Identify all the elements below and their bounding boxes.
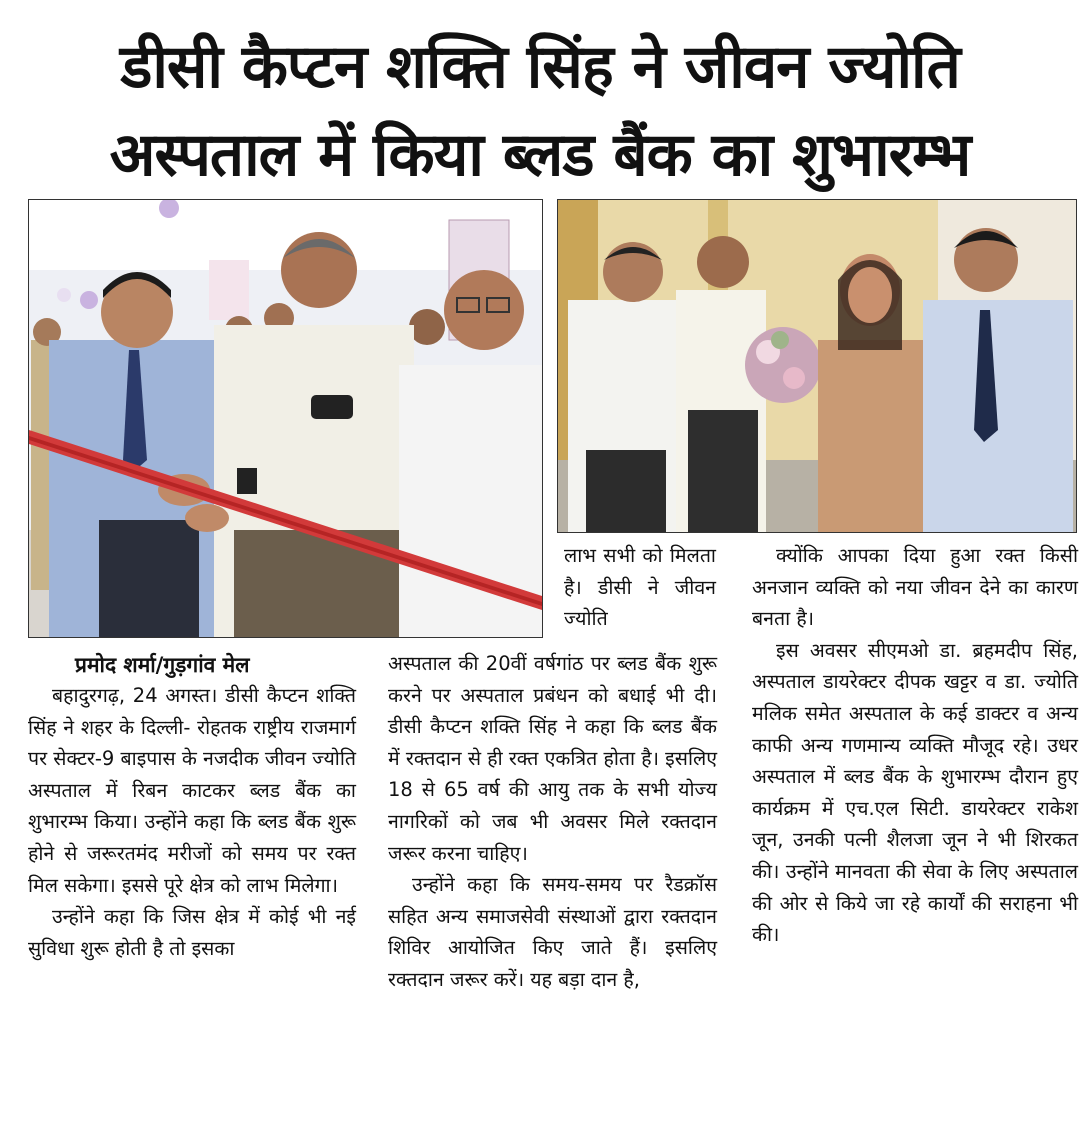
- headline-line-2: अस्पताल में किया ब्लड बैंक का शुभारम्भ: [109, 120, 971, 190]
- article-column-1: [28, 680, 356, 964]
- ribbon-cutting-photo: [28, 199, 543, 638]
- column3-paragraph-2: इस अवसर सीएमओ डा. ब्रहमदीप सिंह, अस्पताल डायरेक्टर दीपक खट्टर व डा. ज्योति मलिक समेत अस्पताल के कई डाक्टर व अन्य काफी अन्य गणमान्य व्यक्ति मौजूद रहे। उधर अस्पताल में ब्लड बैंक के शुभारम्भ दौरान हुए कार्यक्रम में एच.एल सिटी. डायरेक्टर राकेश जून, उनकी पत्नी शैलजा जून ने भी शिरकत की। उन्होंने मानवता की सेवा के लिए अस्पताल की ओर से किये जा रहे कार्यों की सराहना भी की।: [752, 638, 1078, 947]
- byline: प्रमोद शर्मा/गुड़गांव मेल: [75, 653, 250, 677]
- article-column-2: [388, 648, 717, 996]
- article-column-3: [752, 540, 1078, 951]
- column1-paragraph-2: उन्होंने कहा कि जिस क्षेत्र में कोई भी नई सुविधा शुरू होती है तो इसका: [28, 905, 356, 960]
- column2-continuation: लाभ सभी को मिलता है। डीसी ने जीवन ज्योति: [564, 544, 716, 631]
- column3-paragraph-1: क्योंकि आपका दिया हुआ रक्त किसी अनजान व्यक्ति को नया जीवन देने का कारण बनता है।: [752, 544, 1078, 631]
- headline-line-1: डीसी कैप्टन शक्ति सिंह ने जीवन ज्योति: [120, 32, 960, 102]
- column1-paragraph-1: बहादुरगढ़, 24 अगस्त। डीसी कैप्टन शक्ति सिंह ने शहर के दिल्ली- रोहतक राष्ट्रीय राजमार्ग पर सेक्टर-9 बाइपास के नजदीक जीवन ज्योति अस्पताल में रिबन काटकर ब्लड बैंक का शुभारम्भ किया। उन्होंने कहा कि ब्लड बैंक शुरू होने से जरूरतमंद मरीजों को समय पर रक्त मिल सकेगा। इससे पूरे क्षेत्र को लाभ मिलेगा।: [28, 684, 356, 897]
- bouquet-presentation-photo: [557, 199, 1077, 533]
- column2-paragraph-1: अस्पताल की 20वीं वर्षगांठ पर ब्लड बैंक शुरू करने पर अस्पताल प्रबंधन को बधाई भी दी। डीसी कैप्टन शक्ति सिंह ने कहा कि ब्लड बैंक में रक्तदान से ही रक्त एकत्रित होता है। इसलिए 18 से 65 वर्ष की आयु तक के सभी योज्य नागरिकों को जब भी अवसर मिले रक्तदान जरूर करना चाहिए।: [388, 652, 717, 865]
- column2-paragraph-2: उन्होंने कहा कि समय-समय पर रैडक्रॉस सहित अन्य समाजसेवी संस्थाओं द्वारा रक्तदान शिविर आयोजित किए जाते हैं। इसलिए रक्तदान जरूर करें। यह बड़ा दान है,: [388, 873, 717, 991]
